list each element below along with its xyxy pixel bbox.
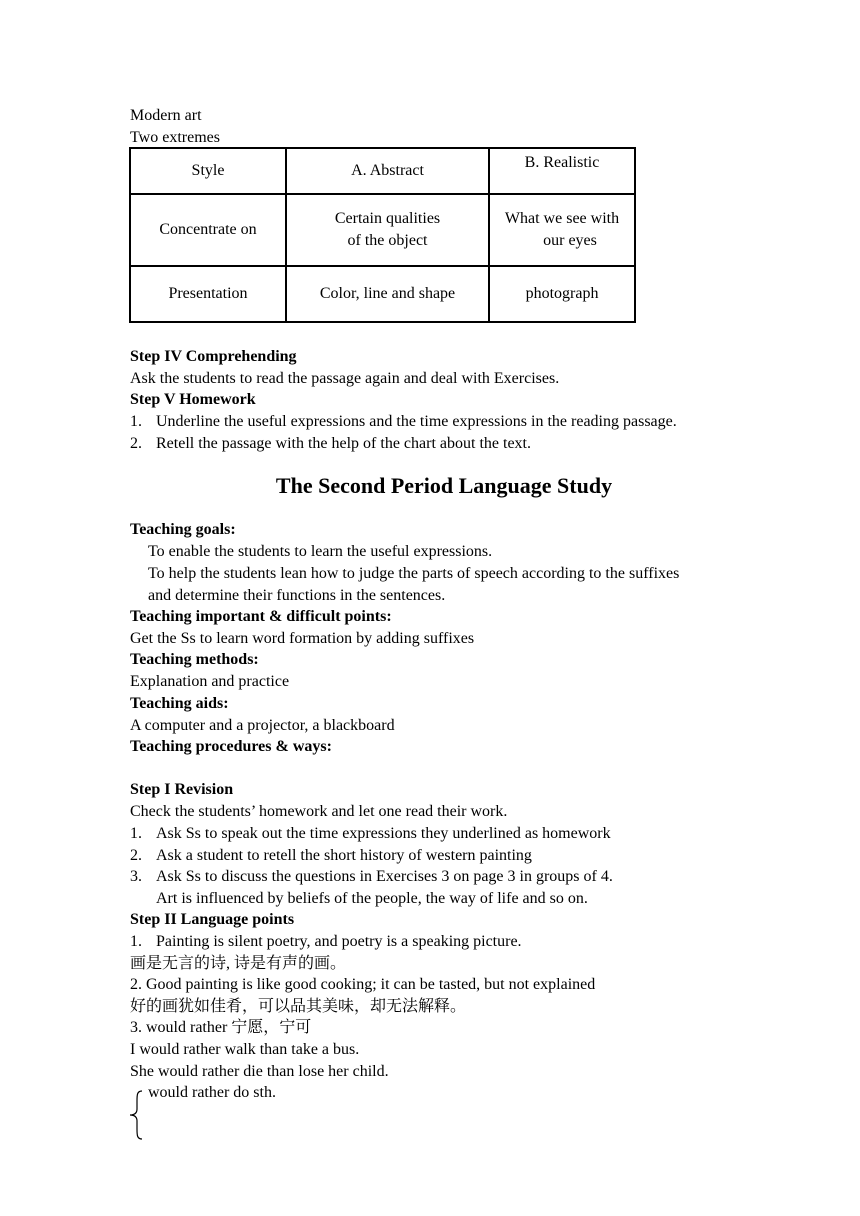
list-item: Ask Ss to speak out the time expressions they underlined as homework	[156, 825, 611, 842]
table-cell: photograph	[489, 266, 635, 322]
step-4-text: Ask the students to read the passage again and deal with Exercises.	[130, 370, 560, 387]
table-row	[130, 194, 635, 266]
period-title: The Second Period Language Study	[275, 473, 613, 498]
list-item-number: 3.	[130, 868, 142, 885]
intro-line-1: Modern art	[130, 107, 202, 124]
goals-line-3: and determine their functions in the sentences.	[148, 587, 446, 604]
list-item: Ask a student to retell the short history of western painting	[156, 847, 532, 864]
table-row	[130, 266, 635, 322]
table-cell: B. Realistic	[489, 148, 635, 194]
example-2: She would rather die than lose her child.	[130, 1063, 389, 1080]
style-comparison-table	[129, 147, 636, 323]
goals-line-2: To help the students lean how to judge the parts of speech according to the suffixes	[148, 565, 680, 582]
table-cell: A. Abstract	[286, 148, 489, 194]
revision-text: Check the students’ homework and let one read their work.	[130, 803, 508, 820]
point-1-text: Painting is silent poetry, and poetry is a speaking picture.	[156, 933, 522, 950]
list-item-number: 1.	[130, 825, 142, 842]
point-2-text: 2. Good painting is like good cooking; it can be tasted, but not explained	[130, 976, 596, 993]
table-cell: Concentrate on	[130, 194, 286, 266]
table-cell: Color, line and shape	[286, 266, 489, 322]
aids-heading: Teaching aids:	[130, 695, 229, 712]
point-1-chinese: 画是无言的诗, 诗是有声的画。	[130, 955, 347, 972]
points-heading: Teaching important & difficult points:	[130, 608, 392, 625]
step-5-heading: Step V Homework	[130, 391, 256, 408]
list-item: Retell the passage with the help of the chart about the text.	[156, 435, 531, 452]
cell-line: Certain qualities	[334, 210, 441, 227]
step-4-heading: Step IV Comprehending	[130, 348, 297, 365]
list-item-number: 1.	[130, 933, 142, 950]
list-item: Ask Ss to discuss the questions in Exercises 3 on page 3 in groups of 4.	[156, 868, 613, 885]
intro-line-2: Two extremes	[130, 129, 220, 146]
list-item-number: 2.	[130, 435, 142, 452]
cell-line: our eyes	[543, 232, 597, 249]
list-item: Underline the useful expressions and the time expressions in the reading passage.	[156, 413, 677, 430]
cell-line: of the object	[347, 232, 428, 249]
cell-line: What we see with	[504, 210, 620, 227]
goals-line-1: To enable the students to learn the useful expressions.	[148, 543, 493, 560]
example-1: I would rather walk than take a bus.	[130, 1041, 360, 1058]
goals-heading: Teaching goals:	[130, 521, 236, 538]
points-text: Get the Ss to learn word formation by adding suffixes	[130, 630, 475, 647]
table-cell: Style	[130, 148, 286, 194]
example-3: would rather do sth.	[148, 1084, 276, 1101]
table-row	[130, 148, 635, 194]
curly-brace-icon	[126, 1089, 146, 1141]
table-cell: Presentation	[130, 266, 286, 322]
list-item-number: 2.	[130, 847, 142, 864]
table-cell	[286, 194, 489, 266]
table-cell	[489, 194, 635, 266]
methods-text: Explanation and practice	[130, 673, 290, 690]
revision-heading: Step I Revision	[130, 781, 234, 798]
point-3-text: 3. would rather 宁愿，宁可	[130, 1019, 312, 1036]
list-item-number: 1.	[130, 413, 142, 430]
aids-text: A computer and a projector, a blackboard	[130, 717, 395, 734]
language-points-heading: Step II Language points	[130, 911, 295, 928]
point-2-chinese: 好的画犹如佳肴，可以品其美味，却无法解释。	[130, 998, 467, 1015]
revision-extra: Art is influenced by beliefs of the people, the way of life and so on.	[156, 890, 588, 907]
procedures-heading: Teaching procedures & ways:	[130, 738, 332, 755]
methods-heading: Teaching methods:	[130, 651, 259, 668]
